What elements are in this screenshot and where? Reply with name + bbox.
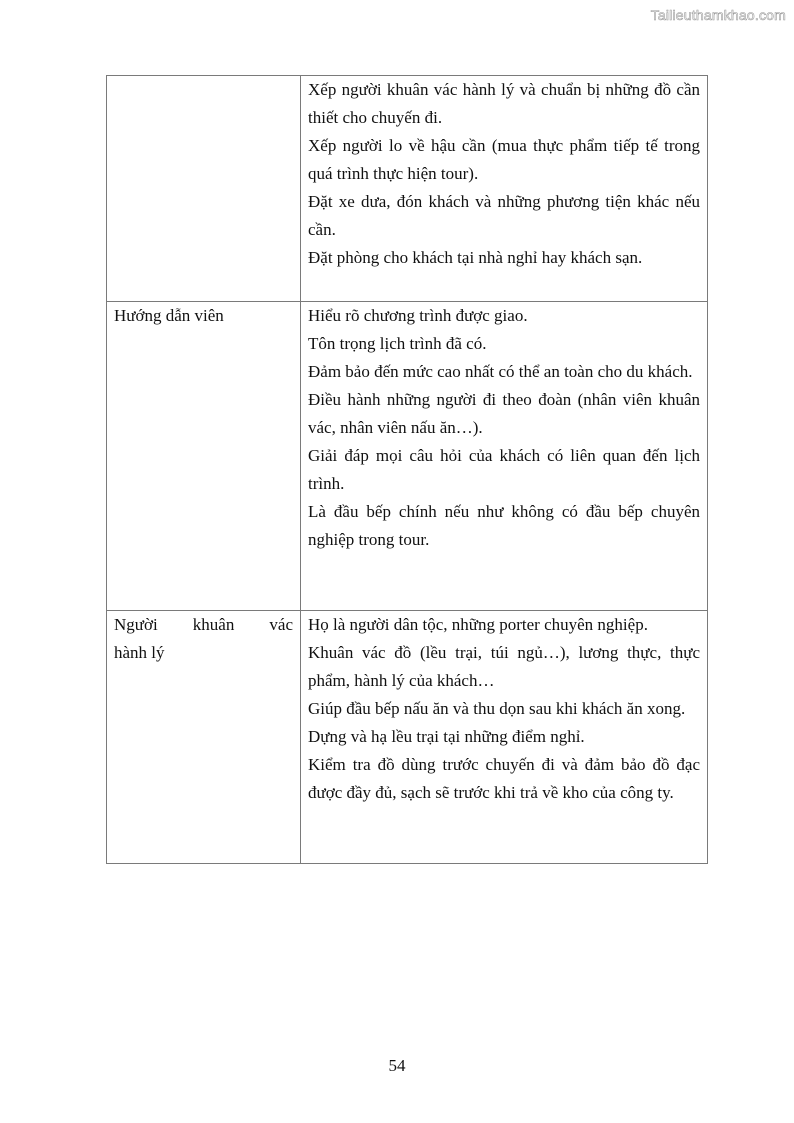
role-label: Hướng dẫn viên [114,306,224,325]
task-item: Họ là người dân tộc, những porter chuyên nghiệp. [308,615,648,634]
task-cell [301,302,708,611]
task-item: Kiểm tra đồ dùng trước chuyến đi và đảm bảo đồ đạc được đầy đủ, sạch sẽ trước khi trả về kho của công ty. [308,755,700,802]
task-cell [301,611,708,864]
role-cell [107,611,301,864]
role-label-line: hành lý [114,643,165,662]
task-item: Xếp người khuân vác hành lý và chuẩn bị những đồ cần thiết cho chuyến đi. [308,80,700,127]
table-row [107,302,708,611]
task-item: Điều hành những người đi theo đoàn (nhân viên khuân vác, nhân viên nấu ăn…). [308,390,700,437]
task-item: Hiểu rõ chương trình được giao. [308,306,528,325]
task-item: Giải đáp mọi câu hỏi của khách có liên quan đến lịch trình. [308,446,700,493]
task-item: Đặt xe dưa, đón khách và những phương tiện khác nếu cần. [308,192,700,239]
task-item: Đảm bảo đến mức cao nhất có thể an toàn cho du khách. [308,362,693,381]
task-item: Xếp người lo về hậu cần (mua thực phẩm tiếp tế trong quá trình thực hiện tour). [308,136,700,183]
task-item: Tôn trọng lịch trình đã có. [308,334,487,353]
role-cell [107,76,301,302]
role-cell [107,302,301,611]
task-item: Giúp đầu bếp nấu ăn và thu dọn sau khi khách ăn xong. [308,699,686,718]
task-item: Là đầu bếp chính nếu như không có đầu bếp chuyên nghiệp trong tour. [308,502,700,549]
task-item: Đặt phòng cho khách tại nhà nghỉ hay khách sạn. [308,248,643,267]
role-label-line: Người khuân vác [114,615,293,634]
watermark-text: Tailieuthamkhao.com [650,7,786,23]
task-item: Khuân vác đồ (lều trại, túi ngủ…), lương thực, thực phẩm, hành lý của khách… [308,643,700,690]
table-row [107,611,708,864]
task-cell [301,76,708,302]
duty-table [106,75,708,864]
task-item: Dựng và hạ lều trại tại những điểm nghỉ. [308,727,585,746]
page-number: 54 [388,1056,406,1075]
table-row [107,76,708,302]
